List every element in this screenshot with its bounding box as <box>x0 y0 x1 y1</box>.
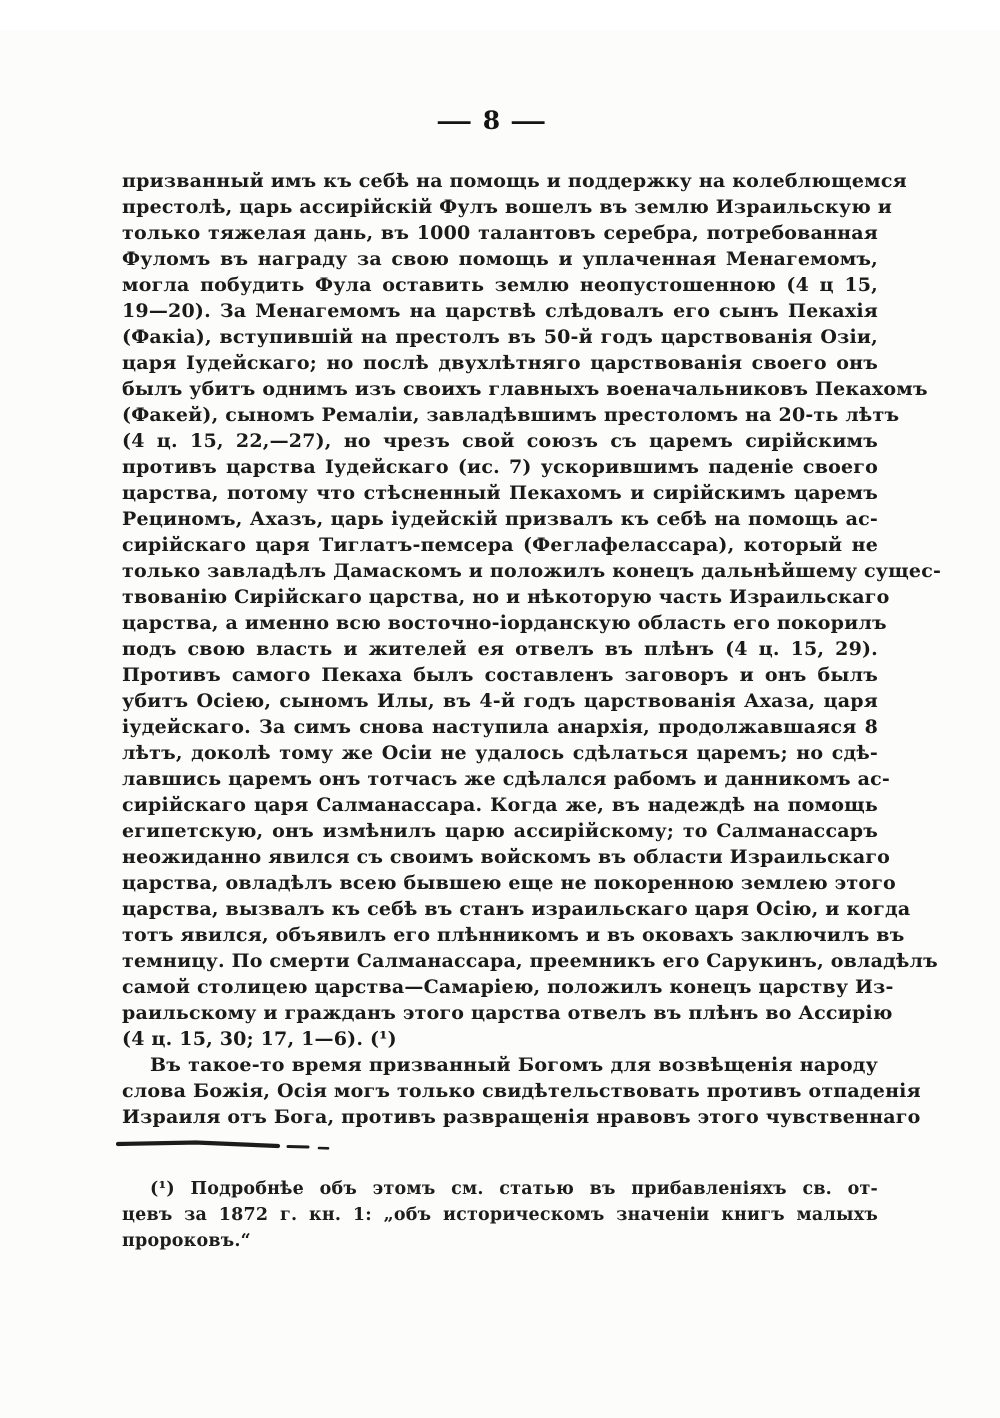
footnote-separator-rule <box>116 1138 356 1154</box>
text-line: лавшись царемъ онъ тотчасъ же сдѣлался рабомъ и данникомъ ас- <box>122 768 890 790</box>
text-line: (¹) Подробнѣе объ этомъ см. статью въ прибавленіяхъ св. от- <box>150 1179 878 1199</box>
text-line: цевъ за 1872 г. кн. 1: „объ историческомъ значеніи книгъ малыхъ <box>122 1205 878 1225</box>
text-line: только завладѣлъ Дамаскомъ и положилъ конецъ дальнѣйшему сущес- <box>122 560 942 582</box>
page-number: 8 <box>482 106 502 135</box>
text-line: противъ царства Іудейскаго (ис. 7) ускорившимъ паденіе своего <box>122 456 878 478</box>
text-line: іудейскаго. За симъ снова наступила анархія, продолжавшаяся 8 <box>122 716 878 738</box>
text-line: царя Іудейскаго; но послѣ двухлѣтняго царствованія своего онъ <box>122 352 878 374</box>
text-line: былъ убитъ однимъ изъ своихъ главныхъ военачальниковъ Пекахомъ <box>122 378 928 400</box>
footnote-text <box>122 1176 878 1254</box>
paragraph-2 <box>122 1052 921 1130</box>
text-line: (Факіа), вступившій на престолъ въ 50-й годъ царствованія Озіи, <box>122 326 878 348</box>
text-line: сирійскаго царя Тиглатъ-пемсера (Феглафелассара), который не <box>122 534 878 556</box>
text-line: твованію Сирійскаго царства, но и нѣкоторую часть Израильскаго <box>122 586 890 608</box>
text-line: 19—20). За Менагемомъ на царствѣ слѣдовалъ его сынъ Пекахія <box>122 300 878 322</box>
text-line: могла побудить Фула оставить землю неопустошенною (4 ц 15, <box>122 274 878 296</box>
text-line: царства, вызвалъ къ себѣ въ станъ израильскаго царя Осію, и когда <box>122 898 911 920</box>
paragraph-1 <box>122 168 942 1052</box>
text-line: (4 ц. 15, 22,—27), но чрезъ свой союзъ съ царемъ сирійскимъ <box>122 430 878 452</box>
text-line: египетскую, онъ измѣнилъ царю ассирійскому; то Салманассаръ <box>122 820 878 842</box>
text-line: пророковъ.“ <box>122 1231 251 1251</box>
text-line: (Факей), сыномъ Ремаліи, завладѣвшимъ престоломъ на 20-ть лѣтъ <box>122 404 900 426</box>
text-line: только тяжелая дань, въ 1000 талантовъ серебра, потребованная <box>122 222 878 244</box>
text-line: царства, потому что стѣсненный Пекахомъ и сирійскимъ царемъ <box>122 482 878 504</box>
text-line: лѣтъ, доколѣ тому же Осіи не удалось сдѣлаться царемъ; но сдѣ- <box>122 742 878 764</box>
main-text-block <box>122 168 942 1130</box>
text-line: раильскому и гражданъ этого царства отвелъ въ плѣнъ во Ассирію <box>122 1002 893 1024</box>
text-line: престолѣ, царь ассирійскій Фулъ вошелъ въ землю Израильскую и <box>122 196 893 218</box>
text-line: Израиля отъ Бога, противъ развращенія нравовъ этого чувственнаго <box>122 1106 921 1128</box>
text-line: царства, овладѣлъ всею бывшею еще не покоренною землею этого <box>122 872 896 894</box>
page-number-right-dash: — <box>510 108 549 135</box>
text-line: темницу. По смерти Салманассара, преемникъ его Сарукинъ, овладѣлъ <box>122 950 938 972</box>
text-line: царства, а именно всю восточно-іорданскую область его покорилъ <box>122 612 887 634</box>
page-number-left-dash: — <box>435 108 474 135</box>
page-header <box>122 106 862 135</box>
text-line: сирійскаго царя Салманассара. Когда же, въ надеждѣ на помощь <box>122 794 878 816</box>
text-line: неожиданно явился съ своимъ войскомъ въ области Израильскаго <box>122 846 891 868</box>
text-line: Въ такое-то время призванный Богомъ для возвѣщенія народу <box>150 1054 878 1076</box>
text-line: призванный имъ къ себѣ на помощь и поддержку на колеблющемся <box>122 170 907 192</box>
text-line: Противъ самого Пекаха былъ составленъ заговоръ и онъ былъ <box>122 664 878 686</box>
text-line: Фуломъ въ награду за свою помощь и уплаченная Менагемомъ, <box>122 248 878 270</box>
text-line: самой столицею царства—Самаріею, положилъ конецъ царству Из- <box>122 976 894 998</box>
text-line: (4 ц. 15, 30; 17, 1—6). (¹) <box>122 1028 397 1050</box>
text-line: Рециномъ, Ахазъ, царь іудейскій призвалъ къ себѣ на помощь ас- <box>122 508 878 530</box>
text-line: слова Божія, Осія могъ только свидѣтельствовать противъ отпаденія <box>122 1080 921 1102</box>
text-line: тотъ явился, объявилъ его плѣнникомъ и въ оковахъ заключилъ въ <box>122 924 905 946</box>
footnote-block <box>122 1176 878 1254</box>
text-line: убитъ Осіею, сыномъ Илы, въ 4-й годъ царствованія Ахаза, царя <box>122 690 878 712</box>
text-line: подъ свою власть и жителей ея отвелъ въ плѣнъ (4 ц. 15, 29). <box>122 638 878 660</box>
